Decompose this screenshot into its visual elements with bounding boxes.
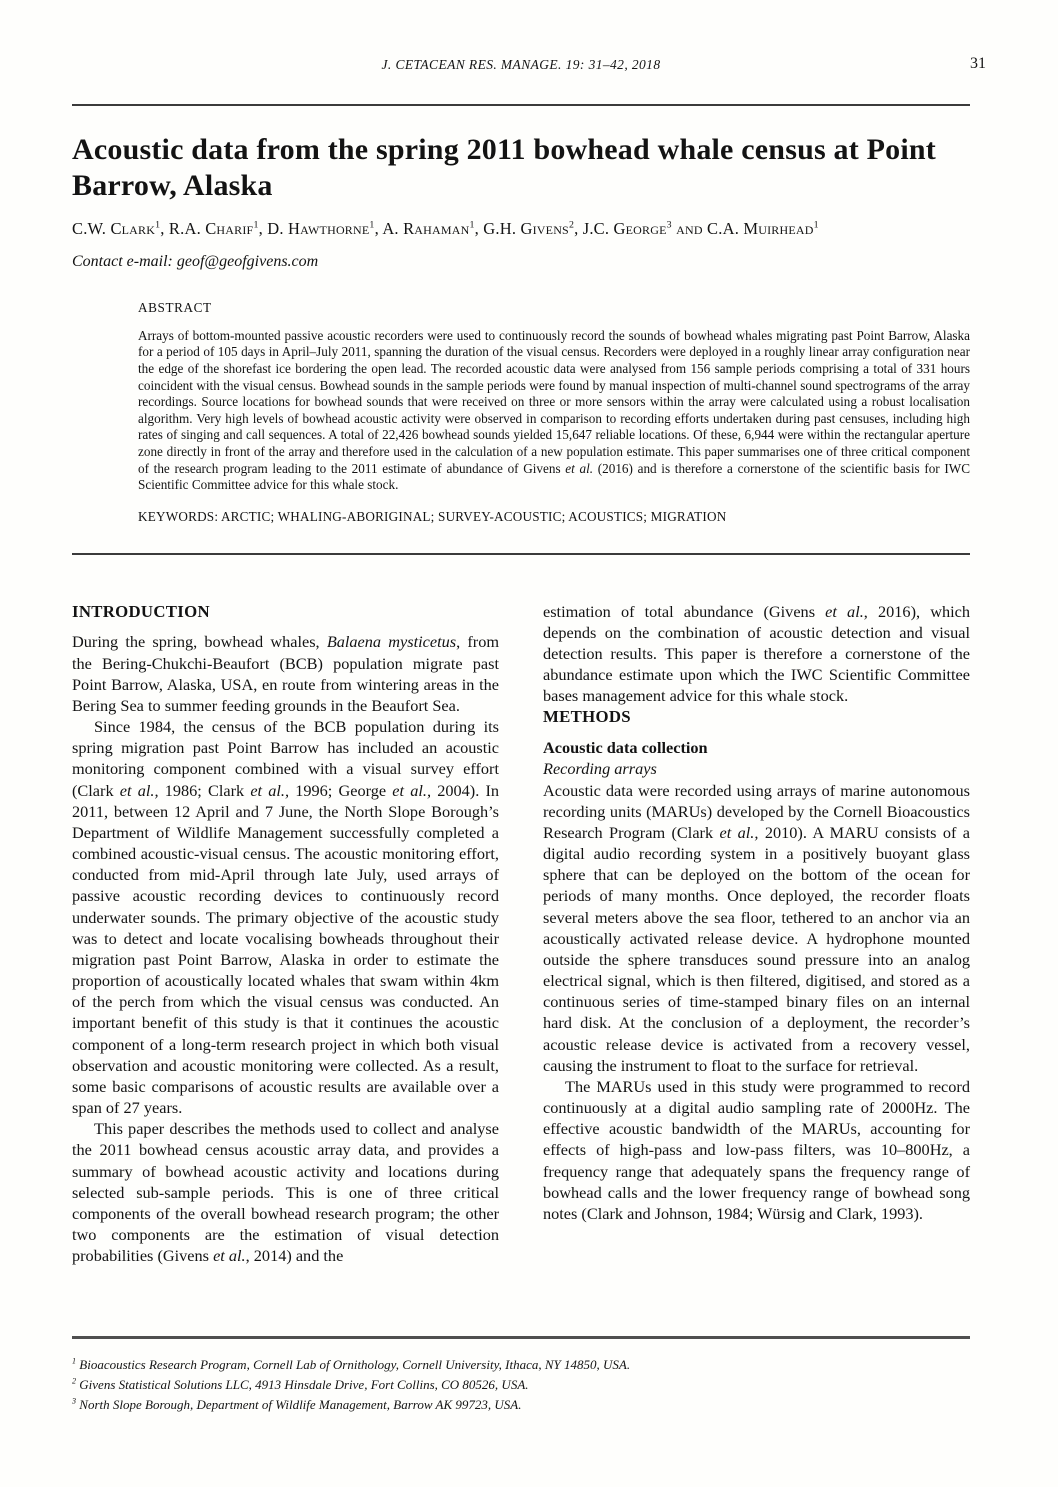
contact-email: Contact e-mail: geof@geofgivens.com xyxy=(72,253,319,270)
paragraph: estimation of total abundance (Givens et al., 2016), which depends on the combination of acoustic detection and visual detection results. This paper is therefore a cornerstone of the abundance estimate upon which the IWC Scientific Committee bases management advice for this whale stock. xyxy=(543,601,970,706)
left-column xyxy=(72,601,499,1267)
footnote-rule xyxy=(72,1336,970,1339)
content-columns xyxy=(72,601,970,1267)
footnotes xyxy=(72,1355,970,1414)
author-superscript: 3 xyxy=(666,219,672,231)
author-superscript: 1 xyxy=(469,219,475,231)
author-superscript: 1 xyxy=(369,219,375,231)
journal-citation: J. CETACEAN RES. MANAGE. 19: 31–42, 2018 xyxy=(381,57,661,72)
author-name: G.H. Givens xyxy=(483,219,569,238)
author-superscript: 1 xyxy=(155,219,161,231)
abstract-section xyxy=(138,300,970,526)
paragraph: Since 1984, the census of the BCB population during its spring migration past Point Barrow has included an acoustic monitoring component combined with a visual survey effort (Clark et al., 1986; Clark et al., 1996; George et al., 2004). In 2011, between 12 April and 7 June, the North Slope Borough’s Department of Wildlife Management successfully completed a combined acoustic-visual census. The acoustic monitoring effort, conducted from mid-April through late July, used arrays of passive acoustic recording devices to continuously record underwater sounds. The primary objective of the acoustic study was to detect and locate vocalising bowheads throughout their migration past Point Barrow, Alaska in order to estimate the proportion of acoustically located whales that swam within 4km of the perch from which the visual census was conducted. An important benefit of this study is that it continues the acoustic component of a long-term research project in which both visual observation and acoustic monitoring were collected. As a result, some basic comparisons of acoustic results are available over a span of 27 years. xyxy=(72,717,500,1118)
footnote-section xyxy=(72,1336,970,1414)
paragraph: Acoustic data were recorded using arrays of marine autonomous recording units (MARUs) developed by the Cornell Bioacoustics Research Program (Clark et al., 2010). A MARU consists of a digital audio recording system in a positively buoyant glass sphere that can be deployed on the bottom of the ocean for periods of many months. Once deployed, the recorder floats several meters above the sea floor, tethered to an anchor via an acoustically activated release device. A hydrophone mounted outside the sphere transduces sound pressure into an analog electrical signal, which is then filtered, digitised, and stored as a continuous series of time-stamped binary files on an internal hard disk. At the conclusion of a deployment, the recorder’s acoustic release device is activated from a recovery vessel, causing the instrument to float to the surface for retrieval. xyxy=(543,780,971,1075)
subsection-heading: Acoustic data collection xyxy=(543,738,708,758)
keywords-line: KEYWORDS: ARCTIC; WHALING-ABORIGINAL; SURVEY-ACOUSTIC; ACOUSTICS; MIGRATION xyxy=(138,508,727,524)
author-superscript: 1 xyxy=(253,219,259,231)
footnote-item: $^1$ Bioacoustics Research Program, Cornell Lab of Ornithology, Cornell University, Ithaca, NY 14850, USA. xyxy=(72,1356,631,1372)
paragraph: During the spring, bowhead whales, Balaena mysticetus, from the Bering-Chukchi-Beaufort (BCB) population migrate past Point Barrow, Alaska, USA, en route from wintering areas in the Bering Sea to summer feeding grounds in the Beaufort Sea. xyxy=(72,632,500,715)
abstract-text: Arrays of bottom-mounted passive acoustic recorders were used to continuously record the sounds of bowhead whales migrating past Point Barrow, Alaska for a period of 105 days in April–July 2011, spanning the duration of the visual census. Recorders were deployed in a roughly linear array configuration near the edge of the shorefast ice bordering the open lead. The recorded acoustic data were analysed from 156 sample periods comprising a total of 331 hours coincident with the visual census. Bowhead sounds in the sample periods were found by manual inspection of multi-channel sound spectrograms of the array recordings. Source locations for bowhead sounds that were received on three or more sensors within the array were calculated using a robust localisation algorithm. Very high levels of bowhead acoustic activity were observed in comparison to recording efforts undertaken during past censuses, including high rates of singing and call sequences. A total of 22,426 bowhead sounds yielded 15,647 reliable locations. Of these, 6,944 were within the rectangular aperture zone directly in front of the array and therefore used in the calculation of a new population estimate. This paper summarises one of three critical component of the research program leading to the 2011 estimate of abundance of Givens et al. (2016) and is therefore a cornerstone of the scientific basis for IWC Scientific Committee advice for this whale stock. xyxy=(138,327,971,493)
header-rule xyxy=(72,104,970,106)
author-superscript: 2 xyxy=(568,219,575,231)
author-name: C.W. Clark xyxy=(72,219,156,238)
subsubsection-heading: Recording arrays xyxy=(543,759,657,779)
author-superscript: 1 xyxy=(813,219,819,231)
author-name: R.A. Charif xyxy=(168,219,254,238)
right-column xyxy=(543,601,970,1267)
paragraph: The MARUs used in this study were programmed to record continuously at a digital audio sampling rate of 2000Hz. The effective acoustic bandwidth of the MARUs, accounting for effects of high-pass and low-pass filters, was 10–800Hz, a frequency range that adequately spans the frequency range of bowhead calls and the lower frequency range of bowhead song notes (Clark and Johnson, 1984; Würsig and Clark, 1993). xyxy=(543,1076,970,1223)
paper-title: Acoustic data from the spring 2011 bowhead whale census at Point Barrow, Alaska xyxy=(72,133,936,202)
introduction-heading: INTRODUCTION xyxy=(72,601,210,621)
author-name: J.C. George xyxy=(582,219,667,238)
authors-line: C.W. Clark$^1$, R.A. Charif$^1$, D. Hawthorne$^1$, A. Rahaman$^1$, G.H. Givens$^2$, J.C. George$^3$ and C.A. Muirhead$^1$ xyxy=(72,219,819,238)
abstract-label: ABSTRACT xyxy=(138,300,212,315)
methods-heading: METHODS xyxy=(543,707,631,727)
author-name: D. Hawthorne xyxy=(267,219,370,238)
footnote-item: $^2$ Givens Statistical Solutions LLC, 4913 Hinsdale Drive, Fort Collins, CO 80526, USA. xyxy=(72,1376,529,1392)
paragraph: This paper describes the methods used to collect and analyse the 2011 bowhead census acoustic array data, and provides a summary of bowhead acoustic activity and locations during selected sub-sample periods. This is one of three critical components of the overall bowhead research program; the other two components are the estimation of visual detection probabilities (Givens et al., 2014) and the xyxy=(72,1119,499,1266)
author-name: C.A. Muirhead xyxy=(707,219,814,238)
author-name: A. Rahaman xyxy=(382,219,470,238)
footnote-item: $^3$ North Slope Borough, Department of Wildlife Management, Barrow AK 99723, USA. xyxy=(72,1396,522,1412)
journal-header xyxy=(72,0,986,73)
page-number: 31 xyxy=(970,55,986,72)
abstract-rule xyxy=(72,553,970,555)
page-content xyxy=(72,0,986,1266)
